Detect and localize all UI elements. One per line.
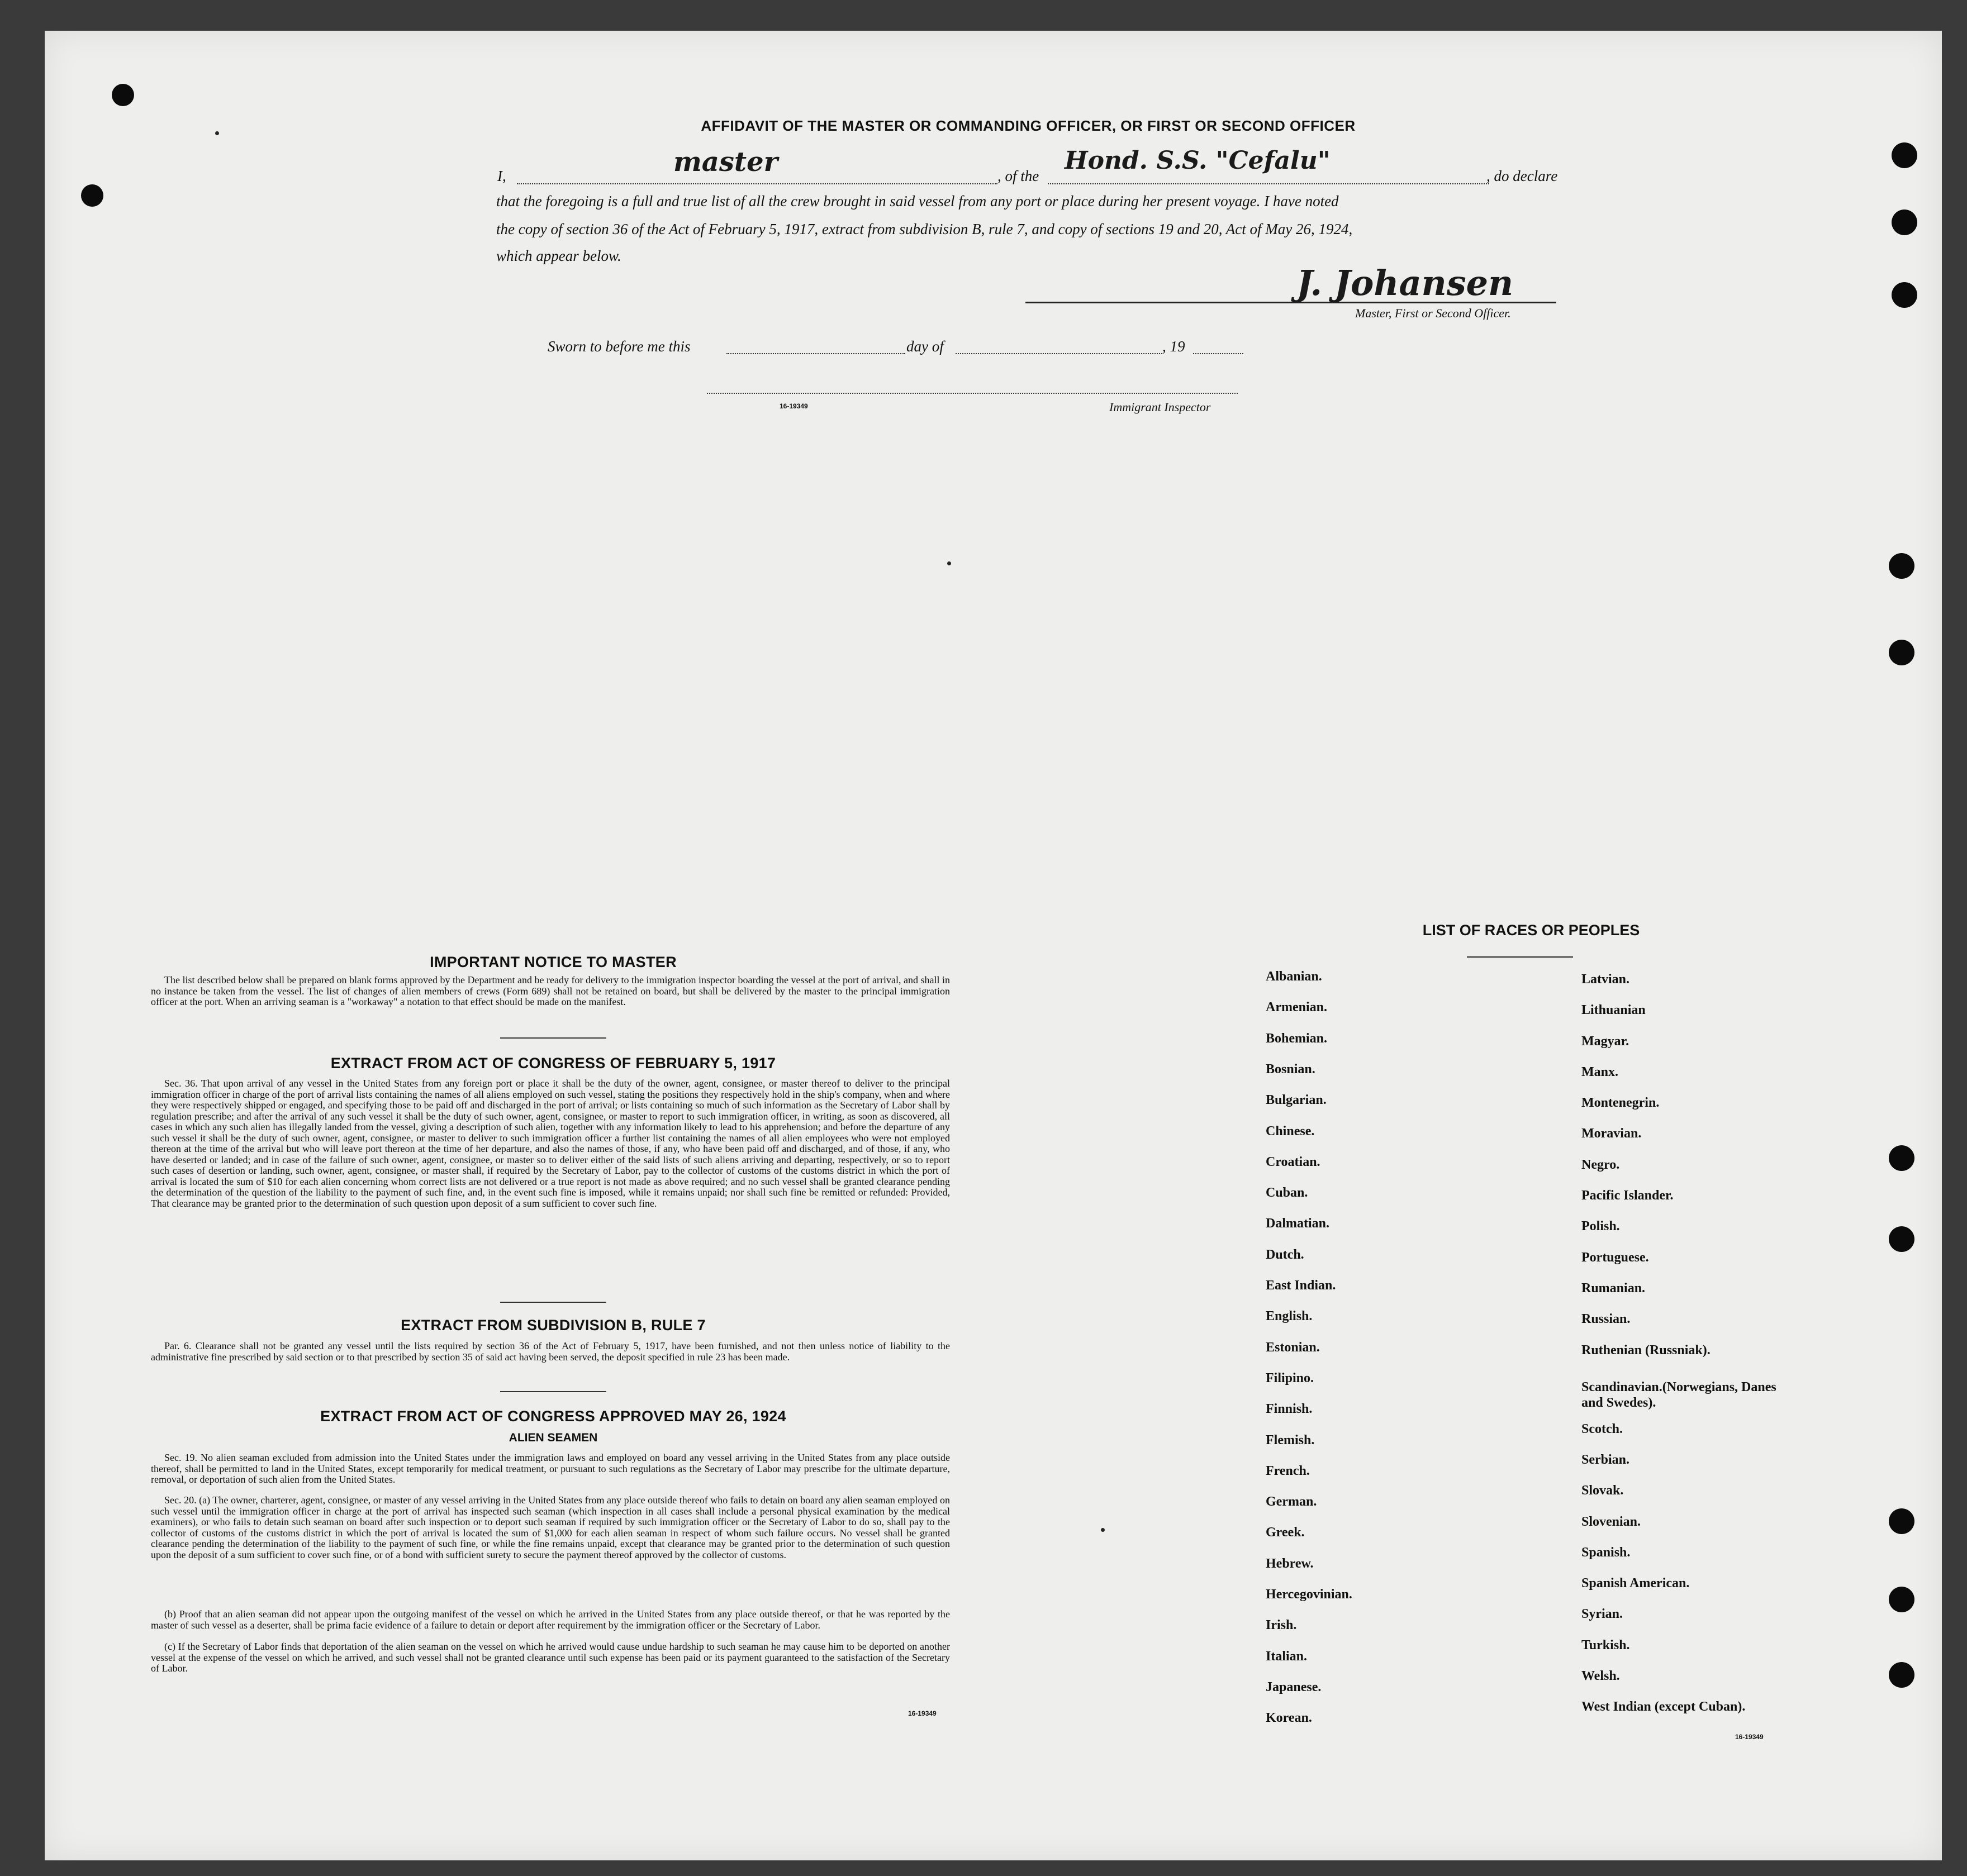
race-item: Lithuanian xyxy=(1581,1003,1646,1017)
signature-caption: Master, First or Second Officer. xyxy=(1355,306,1511,320)
handwritten-master: master xyxy=(673,146,778,178)
race-item: Russian. xyxy=(1581,1312,1631,1326)
race-item: Serbian. xyxy=(1581,1453,1630,1467)
binder-hole xyxy=(1889,1587,1914,1612)
binder-hole xyxy=(112,84,134,106)
vessel-name-line xyxy=(1048,183,1489,184)
affidavit-form-number: 16-19349 xyxy=(780,402,808,410)
race-item: West Indian (except Cuban). xyxy=(1581,1699,1746,1714)
signature-line xyxy=(1025,302,1556,303)
sworn-day-of: day of xyxy=(906,338,944,355)
binder-hole xyxy=(1889,640,1914,665)
important-notice-text: The list described below shall be prepared on blank forms approved by the Department and be ready for delivery to the immigration inspector boarding the vessel at the port of arrival, and shall in no instance be taken from the vessel. The list of changes of alien members of crews (Form 689) shall not be retained on board, but shall be delivered by the master to the principal immigration officer at the port. When an arriving seaman is a "workaway" a notation to that effect should be made on the manifest. xyxy=(151,974,950,1007)
sec-20a-text: Sec. 20. (a) The owner, charterer, agent, consignee, or master of any vessel arriving in the United States from any place outside thereof who fails to detain on board any alien seaman employed on such vessel until the immigration officer in charge at the port of arrival has inspected such seaman (which inspection in all cases shall include a personal physical examination by the medical examiners), or who fails to detain such seaman on board after such inspection or to deport such seaman if required by such immigration officer or the Secretary of Labor to do so, shall pay to the collector of customs of the customs district in which the port of arrival is located the sum of $1,000 for each alien seaman in respect of whom such failure occurs. No vessel shall be granted clearance pending the determination of the liability to the payment of such fine, or while the fine remains unpaid, except that clearance may be granted prior to the determination of such question upon the deposit of a sum sufficient to cover such fine, or of a bond with sufficient surety to secure the payment thereof approved by the collector of customs. xyxy=(151,1494,950,1560)
race-item: Hebrew. xyxy=(1266,1556,1314,1571)
race-item: Montenegrin. xyxy=(1581,1096,1660,1110)
race-item: Bosnian. xyxy=(1266,1062,1315,1077)
race-item: Spanish American. xyxy=(1581,1576,1690,1591)
master-name-line xyxy=(517,183,997,184)
race-item: Armenian. xyxy=(1266,1000,1327,1015)
binder-hole xyxy=(1889,1662,1914,1688)
affidavit-line-4: which appear below. xyxy=(496,247,621,264)
race-item: Polish. xyxy=(1581,1219,1620,1234)
race-item: Greek. xyxy=(1266,1525,1305,1540)
race-item: Bohemian. xyxy=(1266,1031,1328,1046)
race-item: Japanese. xyxy=(1266,1680,1322,1694)
important-notice-title: IMPORTANT NOTICE TO MASTER xyxy=(430,954,677,970)
binder-hole xyxy=(1892,142,1917,168)
race-item: Manx. xyxy=(1581,1065,1618,1079)
race-item: Moravian. xyxy=(1581,1126,1642,1141)
race-item: Pacific Islander. xyxy=(1581,1188,1674,1203)
race-item: Latvian. xyxy=(1581,972,1630,987)
affidavit-of-the: , of the xyxy=(997,168,1039,184)
race-item: Negro. xyxy=(1581,1158,1620,1172)
affidavit-line-3: the copy of section 36 of the Act of February 5, 1917, extract from subdivision B, rule 7, and copy of sections 19 and 20, Act of May 26, 1924, xyxy=(496,221,1353,237)
race-item: Dutch. xyxy=(1266,1248,1304,1262)
race-item: Ruthenian (Russniak). xyxy=(1581,1343,1711,1358)
race-item: Scotch. xyxy=(1581,1422,1623,1436)
binder-hole xyxy=(1892,282,1917,308)
may-1924-title: EXTRACT FROM ACT OF CONGRESS APPROVED MAY 26, 1924 xyxy=(320,1408,786,1425)
race-item: Spanish. xyxy=(1581,1545,1631,1560)
affidavit-i-prefix: I, xyxy=(497,168,506,184)
races-form-number: 16-19349 xyxy=(1735,1733,1764,1741)
race-item: Irish. xyxy=(1266,1618,1297,1632)
notices-form-number: 16-19349 xyxy=(908,1710,937,1717)
race-item: Korean. xyxy=(1266,1711,1312,1725)
race-item: Italian. xyxy=(1266,1649,1308,1664)
speck xyxy=(947,561,951,565)
race-item: Dalmatian. xyxy=(1266,1216,1329,1231)
affidavit-line-2: that the foregoing is a full and true list of all the crew brought in said vessel from any port or place during her present voyage. I have noted xyxy=(496,193,1339,209)
race-item: Rumanian. xyxy=(1581,1281,1646,1296)
race-item: Turkish. xyxy=(1581,1638,1630,1653)
sworn-day-line xyxy=(726,353,905,354)
binder-hole xyxy=(1889,1226,1914,1252)
sworn-year: , 19 xyxy=(1162,338,1185,355)
sec-19-text: Sec. 19. No alien seaman excluded from admission into the United States under the immigration laws and employed on board any vessel arriving in the United States from any place outside thereof, shall be permitted to land in the United States, except temporarily for medical treatment, or pursuant to such regulations as the Secretary of Labor may prescribe for the ultimate departure, removal, or deportation of such alien from the United States. xyxy=(151,1452,950,1485)
race-item: Welsh. xyxy=(1581,1669,1620,1683)
speck xyxy=(215,131,219,135)
divider xyxy=(500,1391,606,1392)
sworn-month-line xyxy=(956,353,1162,354)
race-item: Estonian. xyxy=(1266,1340,1320,1355)
inspector-caption: Immigrant Inspector xyxy=(1109,400,1211,414)
races-title: LIST OF RACES OR PEOPLES xyxy=(1422,922,1640,939)
handwritten-vessel: Hond. S.S. "Cefalu" xyxy=(1065,146,1331,175)
race-item: Syrian. xyxy=(1581,1607,1623,1621)
divider xyxy=(500,1302,606,1303)
sworn-year-line xyxy=(1193,353,1243,354)
rule-7-title: EXTRACT FROM SUBDIVISION B, RULE 7 xyxy=(401,1317,706,1334)
race-item: Flemish. xyxy=(1266,1433,1315,1448)
may-1924-subtitle: ALIEN SEAMEN xyxy=(509,1431,598,1444)
race-item: Scandinavian.(Norwegians, Danes and Swedes). xyxy=(1581,1380,1776,1410)
inspector-line xyxy=(707,393,1238,394)
race-item: Finnish. xyxy=(1266,1402,1313,1416)
binder-hole xyxy=(1889,1508,1914,1534)
divider xyxy=(1467,956,1573,958)
sec-20c-text: (c) If the Secretary of Labor finds that deportation of the alien seaman on the vessel on which he arrived would cause undue hardship to such seaman he may cause him to be deported on another vessel at the expense of the vessel on which he arrived, and such vessel shall not be granted clearance until such expense has been paid or its payment guaranteed to the satisfaction of the Secretary of Labor. xyxy=(151,1641,950,1674)
sec-20b-text: (b) Proof that an alien seaman did not appear upon the outgoing manifest of the vessel on which he arrived in the United States from any place outside thereof, or that he was reported by the master of such vessel as a deserter, shall be prima facie evidence of a failure to detain or deport after requirement by the immigration officer or the Secretary of Labor. xyxy=(151,1608,950,1631)
rule-7-text: Par. 6. Clearance shall not be granted any vessel until the lists required by section 36 of the Act of February 5, 1917, have been furnished, and not then unless notice of liability to the administrative fine prescribed by said section or to that prescribed by section 35 of said act having been served, the deposit specified in rule 23 has been made. xyxy=(151,1340,950,1363)
binder-hole xyxy=(1889,553,1914,579)
race-item: Cuban. xyxy=(1266,1185,1308,1200)
race-item: Bulgarian. xyxy=(1266,1093,1327,1107)
sworn-prefix: Sworn to before me this xyxy=(548,338,691,355)
feb-1917-title: EXTRACT FROM ACT OF CONGRESS OF FEBRUARY 5, 1917 xyxy=(330,1055,776,1072)
master-signature: J. Johansen xyxy=(1296,263,1514,303)
race-item: Hercegovinian. xyxy=(1266,1587,1352,1602)
speck xyxy=(1101,1528,1105,1532)
race-item: French. xyxy=(1266,1464,1310,1478)
race-item: German. xyxy=(1266,1494,1317,1509)
race-item: Slovak. xyxy=(1581,1483,1624,1498)
race-item: Magyar. xyxy=(1581,1034,1629,1049)
divider xyxy=(500,1037,606,1039)
race-item: Croatian. xyxy=(1266,1155,1320,1169)
race-item: Portuguese. xyxy=(1581,1250,1649,1265)
binder-hole xyxy=(1889,1145,1914,1171)
race-item: East Indian. xyxy=(1266,1278,1336,1293)
race-item: Chinese. xyxy=(1266,1124,1315,1139)
race-item: Albanian. xyxy=(1266,969,1322,984)
feb-1917-text: Sec. 36. That upon arrival of any vessel in the United States from any foreign port or place it shall be the duty of the owner, agent, consignee, or master thereof to deliver to the principal immigration officer in charge of the port of arrival lists containing the names of all aliens employed on such vessel, stating the positions they respectively hold in the ship's company, when and where they were respectively shipped or engaged, and specifying those to be paid off and discharged in the port of arrival; or lists containing so much of such information as the Secretary of Labor shall by regulation prescribe; and after the arrival of any such vessel it shall be the duty of such owner, agent, consignee, or master to report to such immigration officer, in writing, as soon as discovered, all cases in which any such alien has illegally landed from the vessel, giving a description of such alien, together with any information likely to lead to his apprehension; and before the departure of any such vessel it shall be the duty of such owner, agent, consignee, or master to deliver to such immigration officer a further list containing the names of all alien employees who were not employed thereon at the time of the arrival but who will leave port thereon at the time of her departure, and also the names of those, if any, who have been paid off and discharged, and of those, if any, who have deserted or landed; and in case of the failure of such owner, agent, consignee, or master so to deliver either of the said lists of such aliens arriving and departing, respectively, or so to report such cases of desertion or landing, such owner, agent, consignee, or master shall, if required by the Secretary of Labor, pay to the collector of customs of the customs district in which the port of arrival is located the sum of $10 for each alien concerning whom correct lists are not delivered or a true report is not made as above required; and no such vessel shall be granted clearance pending the determination of the question of the liability to the payment of such fine, and, in the event such fine is imposed, while it remains unpaid; nor shall such fine be remitted or refunded: Provided, That clearance may be granted prior to the determination of such question upon deposit of a sum sufficient to cover such fine. xyxy=(151,1078,950,1209)
race-item: Filipino. xyxy=(1266,1371,1314,1385)
affidavit-title: AFFIDAVIT OF THE MASTER OR COMMANDING OFFICER, OR FIRST OR SECOND OFFICER xyxy=(701,117,1356,134)
race-item: Slovenian. xyxy=(1581,1515,1641,1529)
race-item: English. xyxy=(1266,1309,1313,1323)
affidavit-do-declare: , do declare xyxy=(1486,168,1558,184)
binder-hole xyxy=(1892,209,1917,235)
binder-hole xyxy=(81,184,103,207)
